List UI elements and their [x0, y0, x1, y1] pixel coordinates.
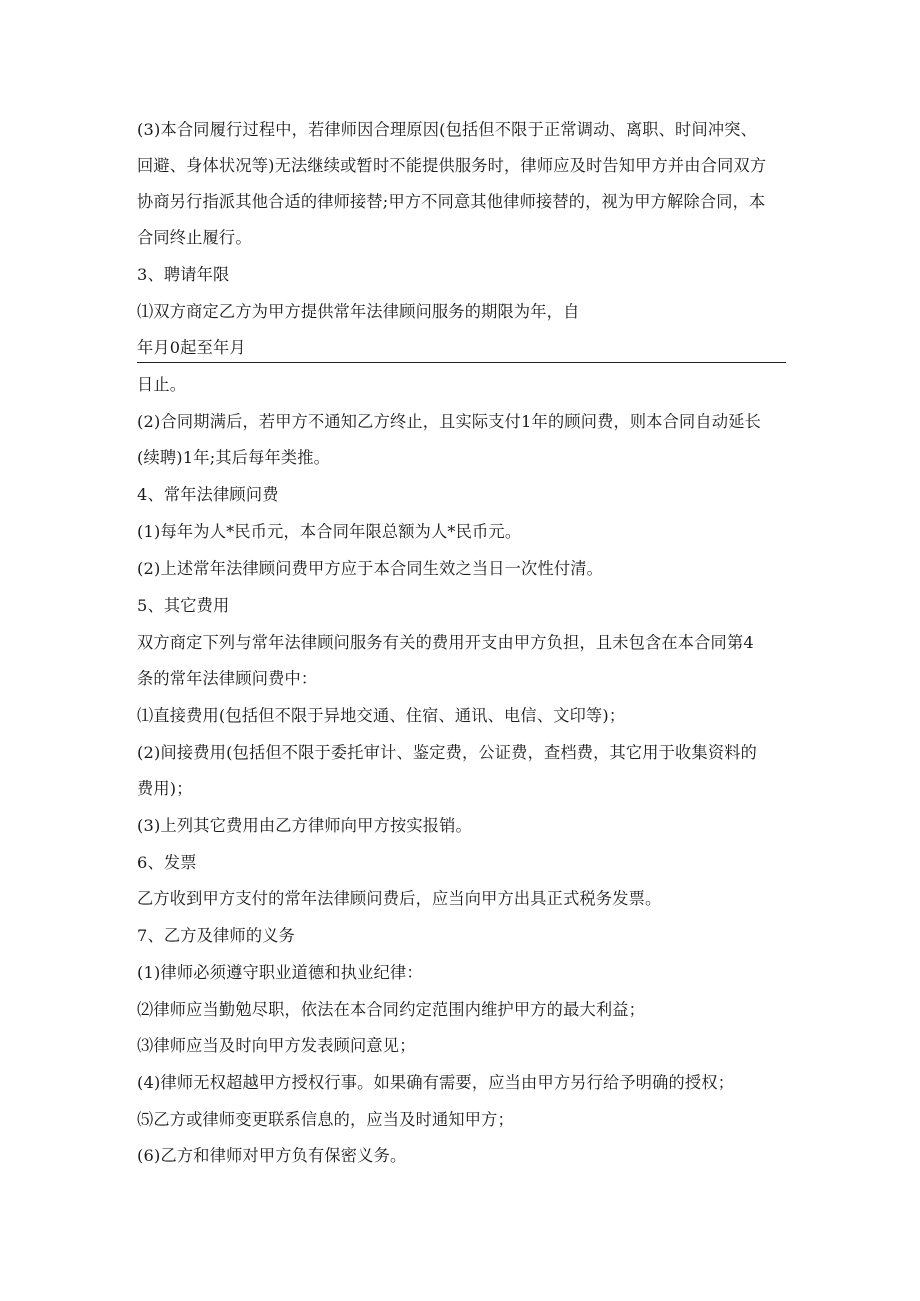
expenses-clause-2-line-1: (2)间接费用(包括但不限于委托审计、鉴定费，公证费，查档费，其它用于收集资料的 [137, 743, 757, 762]
term-clause-2-line-2: (续聘)1年;其后每年类推。 [137, 448, 331, 467]
section-6-heading: 6、发票 [137, 853, 197, 872]
clause-3-3-line-2: 回避、身体状况等)无法继续或暂时不能提供服务时，律师应及时告知甲方并由合同双方 [137, 156, 767, 175]
expenses-clause-1: ⑴直接费用(包括但不限于异地交通、住宿、通讯、电信、文印等)； [137, 706, 626, 725]
section-5-heading: 5、其它费用 [137, 596, 230, 615]
duty-clause-2: ⑵律师应当勤勉尽职，依法在本合同约定范围内维护甲方的最大利益； [137, 1000, 646, 1019]
duty-clause-6: (6)乙方和律师对甲方负有保密义务。 [137, 1146, 407, 1165]
expenses-intro-line-1: 双方商定下列与常年法律顾问服务有关的费用开支由甲方负担，且未包含在本合同第4 [137, 633, 754, 652]
expenses-clause-3: (3)上列其它费用由乙方律师向甲方按实报销。 [137, 816, 472, 835]
duty-clause-4: (4)律师无权超越甲方授权行事。如果确有需要，应当由甲方另行给予明确的授权； [137, 1073, 735, 1092]
duty-clause-5: ⑸乙方或律师变更联系信息的，应当及时通知甲方； [137, 1110, 514, 1129]
term-date-line: 年月0起至年月 [137, 338, 246, 357]
duty-clause-1: (1)律师必须遵守职业道德和执业纪律： [137, 963, 423, 982]
section-4-heading: 4、常年法律顾问费 [137, 485, 279, 504]
term-clause-2-line-1: (2)合同期满后，若甲方不通知乙方终止，且实际支付1年的顾问费，则本合同自动延长 [137, 412, 761, 431]
clause-3-3-line-1: (3)本合同履行过程中，若律师因合理原因(包括但不限于正常调动、离职、时间冲突、 [137, 120, 757, 139]
section-3-heading: 3、聘请年限 [137, 265, 230, 284]
term-clause-1: ⑴双方商定乙方为甲方提供常年法律顾问服务的期限为年，自 [137, 302, 580, 321]
term-end-line: 日止。 [137, 375, 187, 394]
expenses-intro-line-2: 条的常年法律顾问费中： [137, 669, 318, 688]
clause-3-3-line-3: 协商另行指派其他合适的律师接替;甲方不同意其他律师接替的，视为甲方解除合同，本 [137, 192, 766, 211]
invoice-clause: 乙方收到甲方支付的常年法律顾问费后，应当向甲方出具正式税务发票。 [137, 889, 662, 908]
section-7-heading: 7、乙方及律师的义务 [137, 926, 295, 945]
fee-clause-1: (1)每年为人*民币元，本合同年限总额为人*民币元。 [137, 522, 522, 541]
duty-clause-3: ⑶律师应当及时向甲方发表顾问意见； [137, 1036, 416, 1055]
fee-clause-2: (2)上述常年法律顾问费甲方应于本合同生效之当日一次性付清。 [137, 559, 603, 578]
fill-in-underline [137, 362, 786, 363]
clause-3-3-line-4: 合同终止履行。 [137, 228, 252, 247]
expenses-clause-2-line-2: 费用)； [137, 779, 193, 798]
